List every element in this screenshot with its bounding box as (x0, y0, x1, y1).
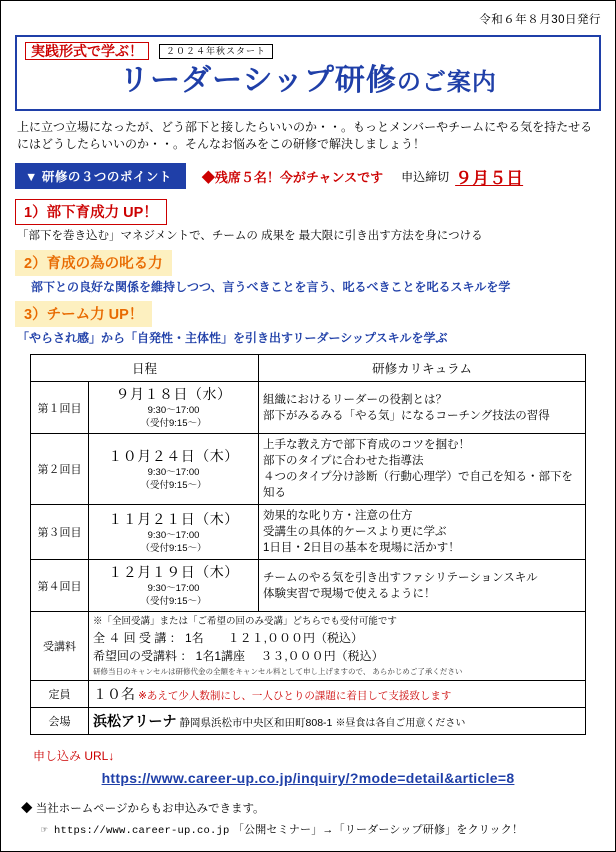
capacity-note: ※あえて少人数制にし、一人ひとりの課題に着目して支援致します (138, 690, 452, 702)
venue-note: ※昼食は各自ご用意ください (335, 718, 466, 729)
venue-name: 浜松アリーナ (93, 713, 177, 729)
point-2-body: 部下との良好な関係を維持しつつ、言うべきことを言う、叱るべきことを叱るスキルを学 (31, 280, 511, 294)
venue-value (89, 708, 586, 735)
curriculum-line: ４つのタイプ分け診断（行動心理学）で自己を知る・部下を知る (263, 471, 573, 499)
curriculum-line: 体験実習で現場で使えるように！ (263, 587, 436, 600)
page-title-main: リーダーシップ研修 (119, 64, 397, 97)
curriculum-line: 効果的な叱り方・注意の仕方 (263, 510, 413, 522)
point-1-head: 1）部下育成力 UP！ (15, 199, 167, 225)
deadline-label: 申込締切 (401, 169, 450, 184)
session-no: 第２回目 (31, 434, 89, 505)
curriculum-line: 部下のタイプに合わせた指導法 (263, 455, 424, 467)
point-3-body: 「やらされ感」から「自発性・主体性」を引き出すリーダーシップスキルを学ぶ (17, 331, 448, 345)
curriculum-line: 受講生の具体的ケースより更に学ぶ (263, 526, 447, 538)
table-row (31, 505, 586, 560)
points-bar (15, 163, 601, 189)
point-3 (15, 301, 601, 346)
points-tag: ▼ 研修の３つのポイント (15, 163, 186, 189)
capacity-value (89, 681, 586, 708)
capacity-main: １０名 (93, 686, 135, 702)
capacity-label: 定員 (31, 681, 89, 708)
seats-remaining: ◆残席５名！今がチャンスです (201, 169, 384, 185)
table-header-row (31, 355, 586, 382)
point-2-head: 2）育成の為の叱る力 (15, 250, 172, 276)
session-no: 第４回目 (31, 560, 89, 612)
venue-label: 会場 (31, 708, 89, 735)
session-date-main: １１月２１日（木） (108, 510, 239, 527)
session-date-main: １０月２４日（木） (108, 447, 239, 464)
curriculum-line: 組織におけるリーダーの役割とは？ (263, 393, 448, 406)
capacity-row (31, 681, 586, 708)
session-curriculum (259, 505, 586, 560)
table-row (31, 560, 586, 612)
session-time: 9:30～17:00 (147, 583, 200, 594)
issue-date: 令和６年８月30日発行 (479, 14, 601, 26)
session-no: 第１回目 (31, 382, 89, 434)
header-schedule: 日程 (31, 355, 259, 382)
session-no: 第３回目 (31, 505, 89, 560)
session-curriculum (259, 434, 586, 505)
apply-url-label: 申し込み URL↓ (33, 749, 115, 763)
venue-address: 静岡県浜松市中央区和田町808-1 (179, 717, 333, 729)
homepage-url[interactable]: ☞ https://www.career-up.co.jp (41, 825, 230, 837)
homepage-path (41, 821, 601, 837)
fee-full-course: 全 ４ 回 受 講 ： 1名 １２１,０００円（税込） (93, 631, 364, 645)
session-reception: （受付9:15～） (140, 596, 207, 607)
table-row (31, 382, 586, 434)
page-title-suffix: のご案内 (396, 69, 497, 96)
session-date (89, 434, 259, 505)
deadline-date: ９月５日 (455, 168, 524, 188)
session-reception: （受付9:15～） (140, 418, 207, 429)
session-date (89, 382, 259, 434)
point-1-body: 「部下を巻き込む」マネジメントで、チームの 成果を 最大限に引き出す方法を身につける (17, 230, 483, 242)
apply-url-link[interactable]: https://www.career-up.co.jp/inquiry/?mode=detail&article=8 (101, 770, 515, 786)
session-reception: （受付9:15～） (140, 542, 207, 554)
fee-note: ※「全回受講」または「ご希望の回のみ受講」どちらでも受付可能です (93, 616, 397, 627)
badge-start-term: ２０２４年秋スタート (159, 44, 273, 59)
document-body (15, 11, 601, 837)
badge-practical: 実践形式で学ぶ！ (25, 42, 149, 60)
session-time: 9:30～17:00 (147, 466, 200, 478)
lead-paragraph: 上に立つ立場になったが、どう部下と接したらいいのか・・。もっとメンバーやチームにやる気を持たせるにはどうしたらいいのか・・。そんなお悩みをこの研修で解決しましょう！ (17, 120, 593, 151)
curriculum-line: 1日目・2日目の基本を現場に活かす！ (263, 542, 460, 554)
session-curriculum (259, 382, 586, 434)
curriculum-line: 部下がみるみる「やる気」になるコーチング技法の習得 (263, 409, 550, 422)
header-curriculum: 研修カリキュラム (259, 355, 586, 382)
fee-row (31, 612, 586, 681)
session-date (89, 505, 259, 560)
title-badges (25, 41, 591, 61)
fee-cancel-policy: 研修当日のキャンセルは研修代金の全額をキャンセル料として申し上げますので、 あらかじめご了承ください (93, 667, 463, 676)
fee-label: 受講料 (31, 612, 89, 681)
curriculum-line: 上手な教え方で部下育成のコツを掴む！ (263, 439, 471, 451)
session-curriculum (259, 560, 586, 612)
homepage-note: ◆ 当社ホームページからもお申込みできます。 (21, 803, 265, 815)
table-row (31, 434, 586, 505)
point-3-head: 3）チーム力 UP！ (15, 301, 152, 327)
curriculum-line: チームのやる気を引き出すファシリテーションスキル (263, 571, 538, 584)
schedule-table (30, 354, 586, 735)
point-1 (15, 199, 601, 244)
session-reception: （受付9:15～） (140, 479, 207, 491)
homepage-instruction: 「公開セミナー」→「リーダーシップ研修」をクリック！ (232, 824, 524, 836)
session-time: 9:30～17:00 (147, 529, 200, 541)
fee-value (89, 612, 586, 681)
title-box (15, 35, 601, 111)
session-date-main: １２月１９日（木） (108, 564, 239, 580)
venue-row (31, 708, 586, 735)
session-date (89, 560, 259, 612)
session-time: 9:30～17:00 (147, 405, 200, 416)
session-date-main: ９月１８日（水） (115, 386, 232, 402)
fee-single-course: 希望回の受講料 ： 1名1講座 ３３,０００円（税込） (93, 649, 384, 663)
page-title (25, 63, 591, 101)
point-2 (15, 250, 601, 295)
